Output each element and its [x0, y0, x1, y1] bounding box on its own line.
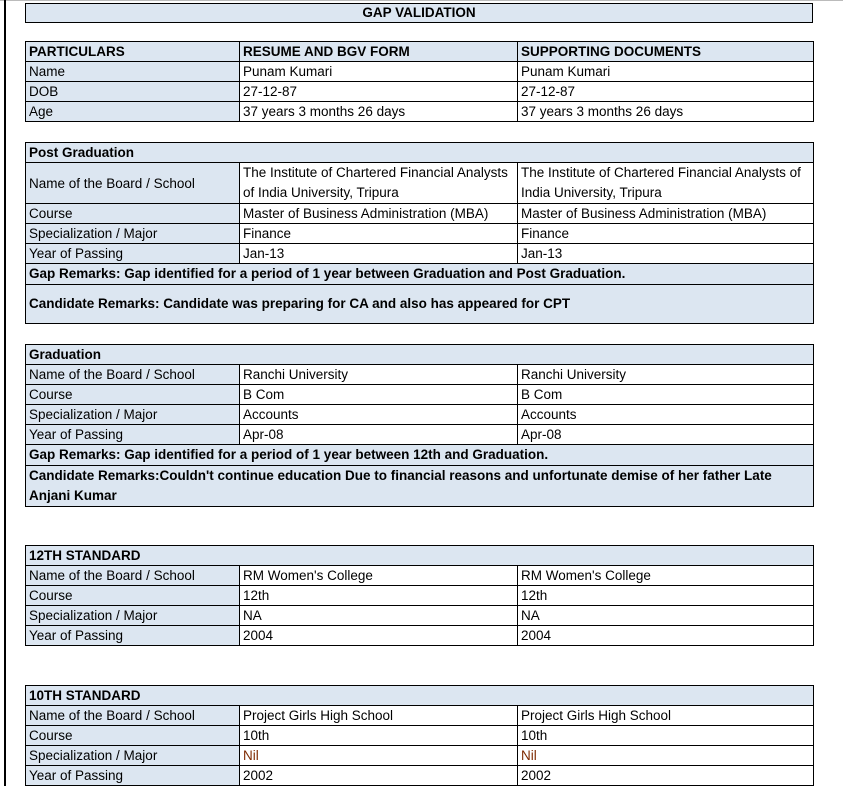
table-row — [26, 746, 814, 766]
value-cell: Accounts — [518, 405, 814, 425]
value-cell: Finance — [240, 224, 518, 244]
value-cell: Master of Business Administration (MBA) — [240, 204, 518, 224]
table-row — [26, 405, 814, 425]
table-row — [26, 726, 814, 746]
value-cell: 10th — [518, 726, 814, 746]
value-cell: Nil — [518, 746, 814, 766]
section-heading: Graduation — [26, 345, 814, 365]
tenth-table — [25, 685, 814, 786]
value-cell: 2002 — [240, 766, 518, 786]
personal-table — [25, 41, 814, 122]
value-cell: 27-12-87 — [518, 82, 814, 102]
graduation-table — [25, 344, 814, 507]
table-row — [26, 566, 814, 586]
candidate-remarks: Candidate Remarks:Couldn't continue education Due to financial reasons and unfortunate demise of her father Late Anjani Kumar — [26, 466, 814, 507]
value-cell: 2002 — [518, 766, 814, 786]
label-cell: Year of Passing — [26, 766, 240, 786]
label-cell: Course — [26, 385, 240, 405]
value-cell: Project Girls High School — [240, 706, 518, 726]
post-graduation-table — [25, 142, 814, 324]
value-cell: Nil — [240, 746, 518, 766]
label-cell: Year of Passing — [26, 244, 240, 264]
value-cell: 37 years 3 months 26 days — [240, 102, 518, 122]
label-cell: Specialization / Major — [26, 224, 240, 244]
value-cell: Ranchi University — [518, 365, 814, 385]
twelfth-table — [25, 545, 814, 646]
value-cell: Finance — [518, 224, 814, 244]
label-cell: Course — [26, 586, 240, 606]
label-cell: Name of the Board / School — [26, 163, 240, 204]
table-row — [26, 204, 814, 224]
label-cell: Specialization / Major — [26, 606, 240, 626]
gap-remarks: Gap Remarks: Gap identified for a period of 1 year between 12th and Graduation. — [26, 445, 814, 466]
section-heading: 10TH STANDARD — [26, 686, 814, 706]
value-cell: 37 years 3 months 26 days — [518, 102, 814, 122]
label-cell: Course — [26, 204, 240, 224]
value-cell: Apr-08 — [240, 425, 518, 445]
value-cell: NA — [518, 606, 814, 626]
value-cell: Jan-13 — [518, 244, 814, 264]
table-row — [26, 102, 814, 122]
value-cell: The Institute of Chartered Financial Analysts of India University, Tripura — [518, 163, 814, 204]
value-cell: Project Girls High School — [518, 706, 814, 726]
candidate-remarks: Candidate Remarks: Candidate was preparing for CA and also has appeared for CPT — [26, 285, 814, 324]
table-row — [26, 586, 814, 606]
value-cell: Apr-08 — [518, 425, 814, 445]
top-border — [0, 0, 843, 1]
value-cell: Jan-13 — [240, 244, 518, 264]
value-cell: 12th — [240, 586, 518, 606]
section-heading: 12TH STANDARD — [26, 546, 814, 566]
value-cell: Punam Kumari — [240, 62, 518, 82]
value-cell: NA — [240, 606, 518, 626]
label-cell: Name of the Board / School — [26, 566, 240, 586]
value-cell: Accounts — [240, 405, 518, 425]
table-row — [26, 365, 814, 385]
value-cell: Master of Business Administration (MBA) — [518, 204, 814, 224]
table-row — [26, 706, 814, 726]
table-row — [26, 385, 814, 405]
label-cell: Course — [26, 726, 240, 746]
page-title: GAP VALIDATION — [25, 3, 813, 23]
value-cell: B Com — [240, 385, 518, 405]
value-cell: 12th — [518, 586, 814, 606]
header-particulars: PARTICULARS — [26, 42, 240, 62]
header-row — [26, 42, 814, 62]
value-cell: Punam Kumari — [518, 62, 814, 82]
label-cell: Year of Passing — [26, 425, 240, 445]
table-row — [26, 606, 814, 626]
gap-remarks: Gap Remarks: Gap identified for a period of 1 year between Graduation and Post Graduation. — [26, 264, 814, 285]
value-cell: Ranchi University — [240, 365, 518, 385]
label-cell: DOB — [26, 82, 240, 102]
header-resume: RESUME AND BGV FORM — [240, 42, 518, 62]
label-cell: Age — [26, 102, 240, 122]
label-cell: Name — [26, 62, 240, 82]
label-cell: Specialization / Major — [26, 746, 240, 766]
value-cell: B Com — [518, 385, 814, 405]
table-row — [26, 626, 814, 646]
value-cell: 2004 — [240, 626, 518, 646]
table-row — [26, 224, 814, 244]
label-cell: Year of Passing — [26, 626, 240, 646]
label-cell: Specialization / Major — [26, 405, 240, 425]
value-cell: The Institute of Chartered Financial Analysts of India University, Tripura — [240, 163, 518, 204]
value-cell: RM Women's College — [518, 566, 814, 586]
table-row — [26, 766, 814, 786]
table-row — [26, 82, 814, 102]
label-cell: Name of the Board / School — [26, 365, 240, 385]
value-cell: 10th — [240, 726, 518, 746]
value-cell: 27-12-87 — [240, 82, 518, 102]
table-row — [26, 62, 814, 82]
table-row — [26, 244, 814, 264]
section-heading: Post Graduation — [26, 143, 814, 163]
left-border — [4, 0, 6, 786]
value-cell: RM Women's College — [240, 566, 518, 586]
label-cell: Name of the Board / School — [26, 706, 240, 726]
header-supporting: SUPPORTING DOCUMENTS — [518, 42, 814, 62]
value-cell: 2004 — [518, 626, 814, 646]
table-row — [26, 425, 814, 445]
table-row — [26, 163, 814, 204]
